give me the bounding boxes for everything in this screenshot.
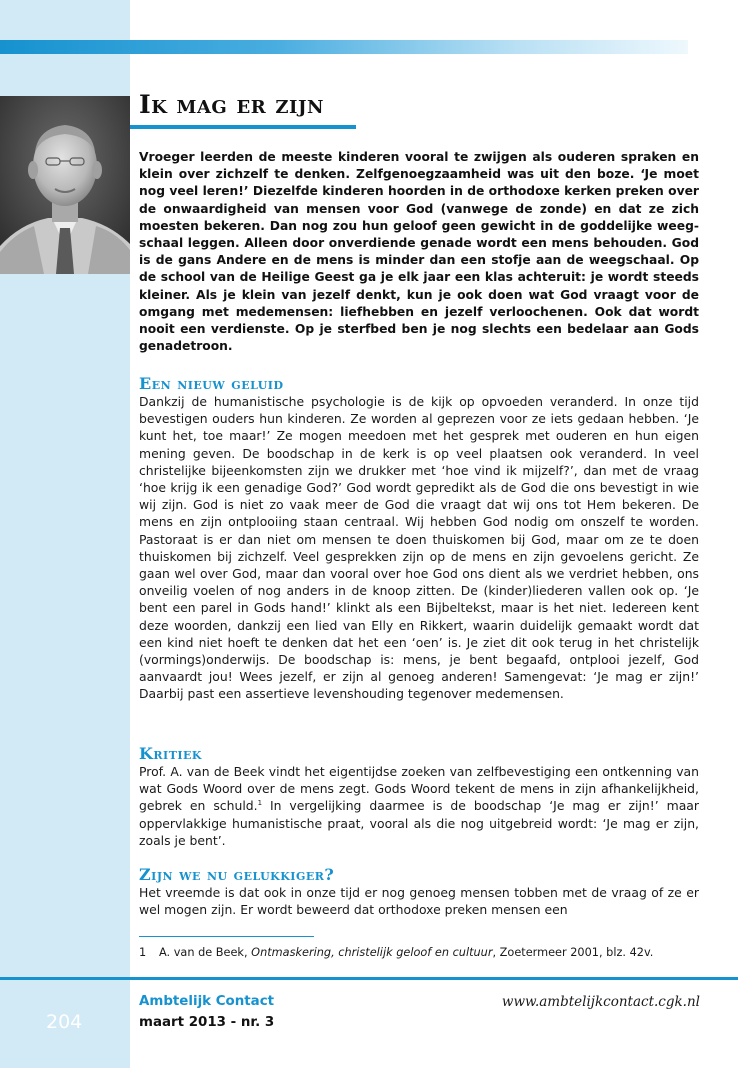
section-text-zijn-we-nu-gelukkiger: Het vreemde is dat ook in onze tijd er nog genoeg mensen tobben met de vraag of ze er wel mogen zijn. Er wordt beweerd dat orthodoxe preken mensen een bbox=[139, 885, 699, 918]
footer-url-link[interactable]: www.ambtelijkcontact.cgk.nl bbox=[501, 994, 700, 1010]
footnote-number: 1 bbox=[139, 946, 147, 959]
section-heading-een-nieuw-geluid: Een nieuw geluid bbox=[139, 374, 284, 393]
footnote-work-title: Ontmaskering, christelijk geloof en cultuur bbox=[251, 946, 493, 959]
footer-divider bbox=[0, 977, 738, 980]
section-text-een-nieuw-geluid: Dankzij de humanistische psychologie is de kijk op opvoeden veranderd. In onze tijd bevestigen ouders hun kinderen. Ze worden al geprezen voor ze iets gedaan hebben. ‘Je kunt het, toe maar!’ Ze mogen meedoen met het gesprek met ouderen en hun eigen mening geven. De boodschap in de kerk is op veel plaatsen ook veranderd. In veel christelijke bijeenkomsten zijn we drukker met ‘hoe vind ik mijzelf?’, dan met de vraag ‘hoe krijg ik een genadige God?’ God wordt gepredikt als de God die ons bevestigt in wie wij zijn. God is niet zo vaak meer de God die vraagt dat wij ons tot Hem bekeren. De mens en zijn ontplooiing staan centraal. Wij hebben God nodig om onszelf te worden. Pastoraat is er dan niet om mensen te doen thuiskomen bij God, maar om ze te doen thuiskomen bij zichzelf. Veel gesprekken zijn op de mens en zijn gevoelens gericht. Ze gaan wel over God, maar dan vooral over hoe God ons dient als we verdriet hebben, ons onveilig voelen of nog anders in de knoop zitten. De (kinder)liederen vallen ook op. ‘Je bent een parel in Gods hand!’ klinkt als een Bijbeltekst, maar is het niet. Iedereen kent deze woorden, dankzij een lied van Elly en Rikkert, waarin duidelijk gemaakt wordt dat een kind niet hoeft te denken dat het een ‘oen’ is. Je ziet dit ook terug in het christelijk (vormings)onderwijs. De boodschap is: mens, je bent begaafd, ontplooi jezelf, God aanvaardt jou! Wees jezelf, er zijn al genoeg anderen! Samengevat: ‘Je mag er zijn!’ Daarbij past een assertieve levenshouding tegenover medemensen. bbox=[139, 394, 699, 702]
footnote-reference[interactable]: 1 bbox=[257, 799, 263, 808]
top-color-band bbox=[0, 40, 688, 54]
author-portrait bbox=[0, 96, 130, 274]
section-text-kritiek bbox=[139, 763, 699, 849]
section-heading-zijn-we-nu-gelukkiger: Zijn we nu gelukkiger? bbox=[139, 865, 335, 884]
title-underline bbox=[130, 125, 356, 129]
author-portrait-photo bbox=[0, 96, 130, 274]
article-title: Ik mag er zijn bbox=[139, 90, 324, 119]
footnote-details: , Zoetermeer 2001, blz. 42v. bbox=[492, 946, 654, 959]
kritiek-text-part-2: In vergelijking daarmee is de boodschap ‘Je mag er zijn!’ maar oppervlakkige humanistische praat, vooral als die nog uitgebreid wordt: ‘Je mag er zijn, zoals je bent’. bbox=[139, 798, 699, 848]
footer-brand: Ambtelijk Contact bbox=[139, 994, 275, 1009]
kritiek-text-part-1: Prof. A. van de Beek vindt het eigentijdse zoeken van zelfbevestiging een ontkenning van wat Gods Woord over de mens zegt. Gods Woord tekent de mens in zijn afhankelijkheid, gebrek en schuld. bbox=[139, 764, 699, 814]
page-number: 204 bbox=[46, 1011, 83, 1033]
footnote-author: A. van de Beek, bbox=[159, 946, 252, 959]
footnote-divider bbox=[139, 936, 314, 937]
section-heading-kritiek: Kritiek bbox=[139, 744, 202, 763]
article-intro: Vroeger leerden de meeste kinderen vooral te zwijgen als ouderen spraken en klein over zichzelf te denken. Zelfgenoegzaamheid was uit den boze. ‘Je moet nog veel leren!’ Diezelfde kinderen hoorden in de orthodoxe kerken preken over de onwaardigheid van mensen voor God (vanwege de zonde) en dat ze zich moesten bekeren. Dan nog zou hun geloof geen gewicht in de goddelijke weegschaal leggen. Alleen door onverdiende genade wordt een mens behouden. God is de gans Andere en de mens is minder dan een stofje aan de weegschaal. Op de school van de Heilige Geest ga je elk jaar een klas achteruit: je wordt steeds kleiner. Als je klein van jezelf denkt, kun je ook doen wat God vraagt voor de omgang met medemensen: liefhebben en jezelf verloochenen. Ook dat wordt nooit een verdienste. Op je sterfbed ben je nog slechts een bedelaar aan Gods genadetroon. bbox=[139, 150, 699, 354]
footer-issue: maart 2013 - nr. 3 bbox=[139, 1015, 275, 1030]
footnote bbox=[139, 946, 699, 960]
